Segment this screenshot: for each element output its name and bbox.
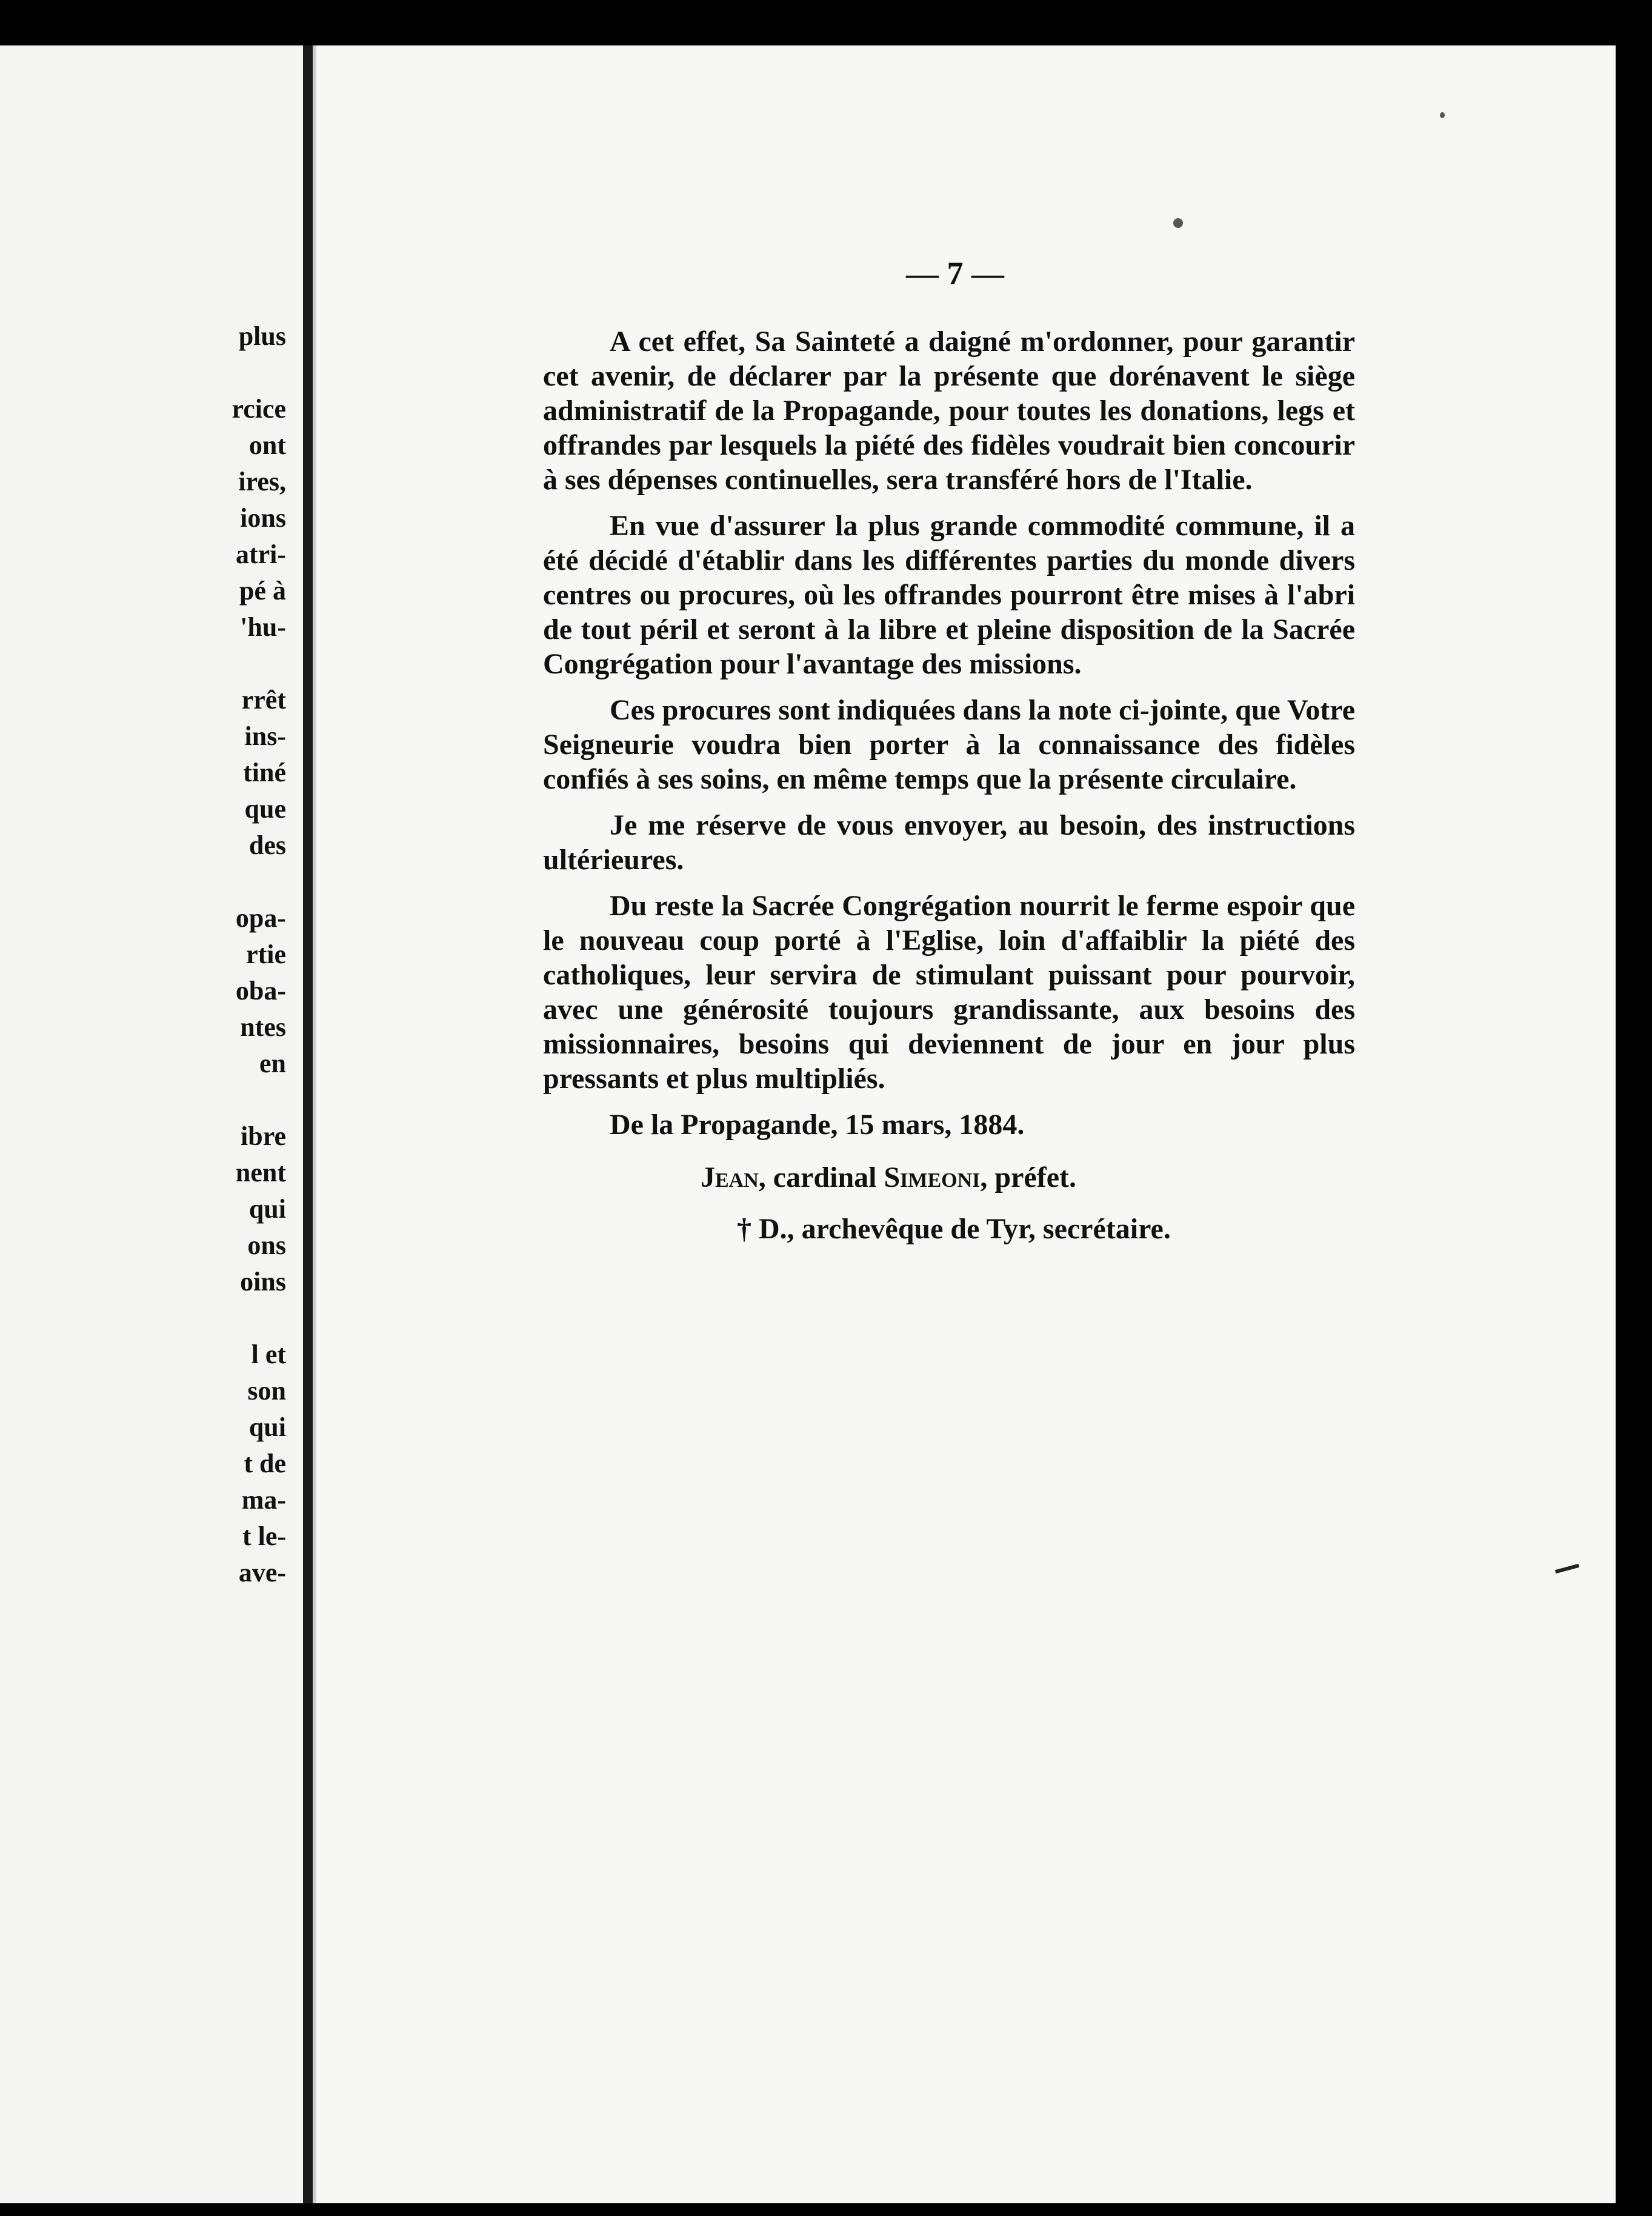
fragment-line: que [244,794,286,824]
fragment-line [231,355,286,391]
letter-body [543,324,1355,1246]
fragment-line: plus [238,321,286,351]
signature-title: , préfet. [980,1161,1076,1193]
left-page [0,45,303,2203]
fragment-line: t de [244,1449,286,1478]
signature-prefect [543,1160,1355,1195]
signature-surname: Simeoni [884,1161,981,1193]
fragment-line: t le- [242,1521,286,1551]
paragraph: Ces procures sont indiquées dans la note ci-jointe, que Votre Seigneurie voudra bien porter à la connaissance des fidèles confiés à ses soins, en même temps que la présente circulaire. [543,694,1355,795]
fragment-line: rcice [231,394,286,424]
ink-mark [1555,1564,1579,1574]
fragment-line: ons [247,1230,286,1260]
paragraph: Je me réserve de vous envoyer, au besoin, des instructions ultérieures. [543,809,1355,876]
fragment-line: qui [248,1194,286,1224]
ink-speck [1440,112,1445,118]
fragment-line: rrêt [241,685,286,715]
book-spine [303,45,313,2203]
fragment-line: en [259,1049,286,1078]
page-inner-edge [313,45,316,2203]
paragraph: Du reste la Sacrée Congrégation nourrit le ferme espoir que le nouveau coup porté à l'Eglise, loin d'affaiblir la piété des catholiques, leur servira de stimulant puissant pour pourvoir, avec une générosité toujours grandissante, aux besoins des missionnaires, besoins qui deviennent de jour en jour plus pressants et plus multipliés. [543,890,1355,1095]
fragment-line: nent [235,1158,286,1187]
fragment-line: des [248,830,286,860]
fragment-line: ave- [238,1558,286,1587]
left-page-text-fragments [231,318,286,1591]
fragment-line: qui [248,1412,286,1442]
fragment-line [231,1082,286,1118]
fragment-line: l et [251,1340,286,1369]
signature-middle: , cardinal [758,1161,884,1193]
fragment-line: ntes [240,1012,286,1042]
fragment-line: ont [248,430,286,460]
fragment-line: ibre [241,1121,286,1151]
fragment-line: ions [240,503,286,533]
fragment-line [231,1300,286,1337]
fragment-line [231,646,286,682]
fragment-line: ires, [238,467,286,496]
signature-secretary: † D., archevêque de Tyr, secrétaire. [737,1213,1171,1245]
fragment-line: oba- [235,976,286,1006]
fragment-line: ins- [244,721,286,751]
fragment-line: opa- [235,903,286,933]
paragraph: A cet effet, Sa Sainteté a daigné m'ordonner, pour garantir cet avenir, de déclarer par la présente que dorénavent le siège administratif de la Propagande, pour toutes les donations, legs et offrandes par lesquels la piété des fidèles voudrait bien concourir à ses dépenses continuelles, sera transféré hors de l'Italie. [543,325,1355,496]
fragment-line: atri- [235,539,286,569]
fragment-line: tiné [243,758,286,787]
fragment-line: rtie [246,939,286,969]
ink-speck [1173,218,1183,228]
fragment-line: ma- [241,1485,286,1515]
paragraph: En vue d'assurer la plus grande commodité commune, il a été décidé d'établir dans les différentes parties du monde divers centres ou procures, où les offrandes pourront être mises à l'abri de tout péril et seront à la libre et pleine disposition de la Sacrée Congrégation pour l'avantage des missions. [543,510,1355,680]
dateline: De la Propagande, 15 mars, 1884. [610,1109,1025,1141]
fragment-line: son [247,1376,286,1406]
fragment-line: pé à [239,576,286,606]
right-page [313,45,1616,2203]
signature-first-name: Jean [701,1161,759,1193]
fragment-line: 'hu- [240,612,286,642]
fragment-line: oins [240,1267,286,1297]
fragment-line [231,864,286,900]
page-number: — 7 — [906,255,1004,292]
